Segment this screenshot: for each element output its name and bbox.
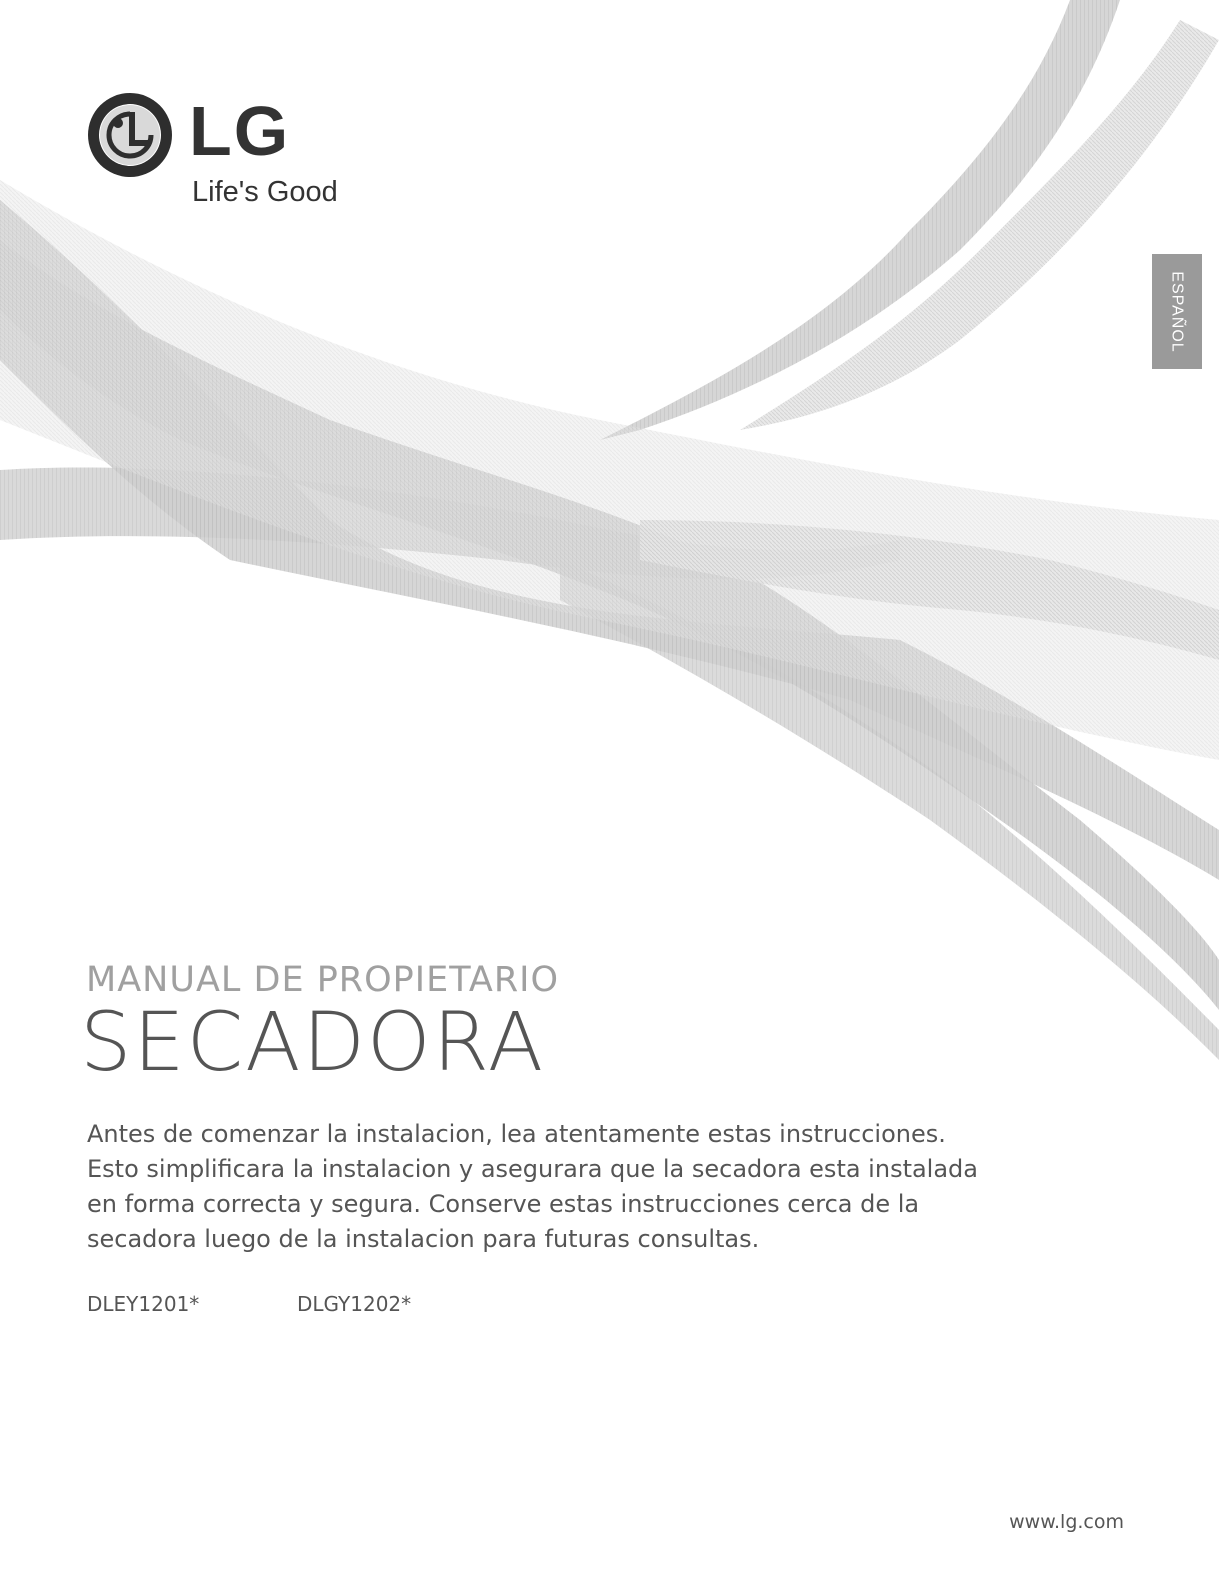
website-url: www.lg.com xyxy=(1009,1511,1124,1533)
intro-line: Antes de comenzar la instalacion, lea atentamente estas instrucciones. xyxy=(87,1120,946,1148)
lg-face-icon xyxy=(85,90,175,180)
lg-wordmark: LG xyxy=(189,92,291,170)
model-number: DLEY1201* xyxy=(87,1292,200,1316)
language-tab-label: ESPAÑOL xyxy=(1169,270,1186,353)
brand-tagline: Life's Good xyxy=(192,176,338,208)
model-numbers xyxy=(87,1294,411,1314)
language-tab xyxy=(1152,254,1202,369)
model-number: DLGY1202* xyxy=(297,1292,412,1316)
document-type: MANUAL DE PROPIETARIO xyxy=(86,960,560,1000)
intro-line: en forma correcta y segura. Conserve estas instrucciones cerca de la xyxy=(87,1190,920,1218)
intro-paragraph xyxy=(87,1117,1067,1257)
intro-line: secadora luego de la instalacion para futuras consultas. xyxy=(87,1225,760,1253)
product-title: SECADORA xyxy=(80,996,546,1090)
lg-logo xyxy=(85,90,385,220)
intro-line: Esto simplificara la instalacion y asegurara que la secadora esta instalada xyxy=(87,1155,978,1183)
